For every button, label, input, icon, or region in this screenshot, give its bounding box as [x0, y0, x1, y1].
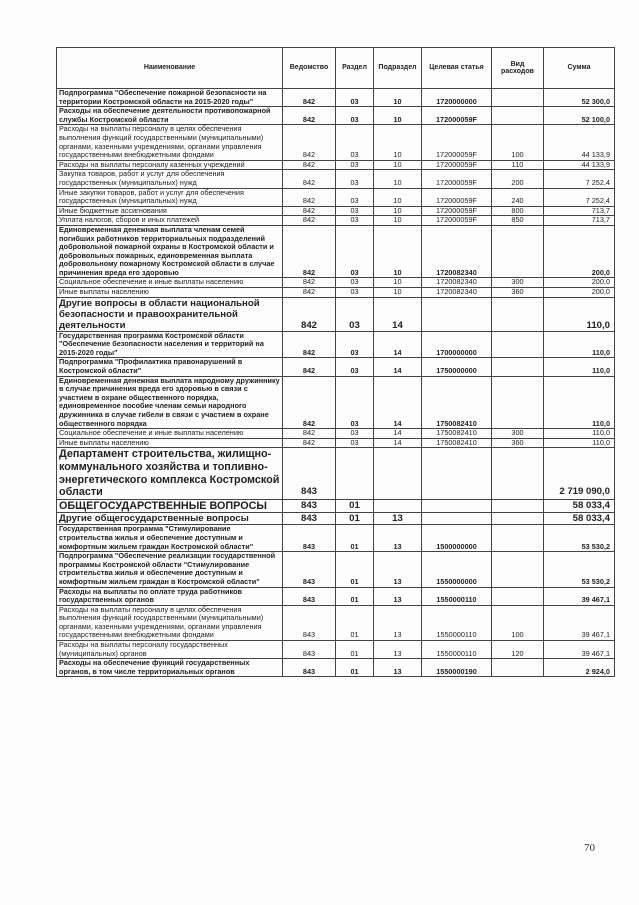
- cell-vedomstvo: 842: [283, 331, 336, 358]
- header-target-article: Целевая статья: [422, 48, 492, 89]
- cell-name: Расходы на выплаты персоналу в целях обеспечения выполнения функций государственными (муниципальными) органами, казенными учреждениями, органами управления государственными внебюджетными фондами: [57, 605, 283, 640]
- cell-sum: 58 033,4: [544, 513, 615, 525]
- cell-target-article: 172000059F: [422, 188, 492, 206]
- cell-sum: 39 467,1: [544, 641, 615, 659]
- cell-podrazdel: 14: [374, 376, 422, 429]
- cell-podrazdel: [374, 499, 422, 513]
- table-row: [57, 331, 615, 358]
- cell-sum: 52 100,0: [544, 107, 615, 125]
- table-row: [57, 429, 615, 439]
- cell-expense-type: [492, 552, 544, 587]
- cell-razdel: 03: [336, 160, 374, 170]
- cell-expense-type: 360: [492, 438, 544, 448]
- cell-expense-type: 360: [492, 288, 544, 298]
- header-sum: Сумма: [544, 48, 615, 89]
- cell-vedomstvo: 842: [283, 216, 336, 226]
- cell-sum: 110,0: [544, 429, 615, 439]
- cell-podrazdel: 10: [374, 278, 422, 288]
- cell-expense-type: [492, 358, 544, 376]
- table-body: [57, 89, 615, 677]
- cell-expense-type: [492, 297, 544, 331]
- cell-sum: 713,7: [544, 206, 615, 216]
- cell-sum: 200,0: [544, 225, 615, 278]
- cell-razdel: 03: [336, 206, 374, 216]
- cell-razdel: 03: [336, 188, 374, 206]
- cell-name: Подпрограмма "Профилактика правонарушений в Костромской области": [57, 358, 283, 376]
- cell-podrazdel: 14: [374, 358, 422, 376]
- cell-razdel: 03: [336, 225, 374, 278]
- cell-sum: 2 719 090,0: [544, 448, 615, 499]
- table-row: [57, 641, 615, 659]
- cell-podrazdel: 13: [374, 659, 422, 677]
- cell-podrazdel: 13: [374, 587, 422, 605]
- cell-sum: 7 252,4: [544, 188, 615, 206]
- cell-razdel: [336, 448, 374, 499]
- cell-name: Другие общегосударственные вопросы: [57, 513, 283, 525]
- cell-expense-type: [492, 89, 544, 107]
- cell-razdel: 03: [336, 170, 374, 188]
- cell-podrazdel: 10: [374, 160, 422, 170]
- cell-expense-type: 120: [492, 641, 544, 659]
- cell-vedomstvo: 842: [283, 376, 336, 429]
- header-vedomstvo: Ведомство: [283, 48, 336, 89]
- cell-sum: 110,0: [544, 438, 615, 448]
- table-header-row: [57, 48, 615, 89]
- cell-razdel: 01: [336, 525, 374, 552]
- cell-name: Расходы на выплаты персоналу государственных (муниципальных) органов: [57, 641, 283, 659]
- cell-podrazdel: 13: [374, 605, 422, 640]
- cell-name: Единовременная денежная выплата народному дружиннику в случае причинения вреда его здоровью в связи с участием в охране общественного порядка, единовременное пособие членам семьи народного дружинника в случае гибели в связи с участием в охране общественного порядка: [57, 376, 283, 429]
- cell-target-article: 172000059F: [422, 216, 492, 226]
- cell-expense-type: 300: [492, 429, 544, 439]
- cell-razdel: 03: [336, 331, 374, 358]
- cell-podrazdel: [374, 448, 422, 499]
- cell-target-article: 1750082410: [422, 438, 492, 448]
- cell-podrazdel: 13: [374, 525, 422, 552]
- cell-expense-type: [492, 448, 544, 499]
- cell-vedomstvo: 843: [283, 587, 336, 605]
- cell-name: Подпрограмма "Обеспечение реализации государственной программы Костромской области "Стимулирование строительства жилья и обеспечение доступным и комфортным жильем граждан в Костромской области": [57, 552, 283, 587]
- table-row: [57, 125, 615, 160]
- cell-vedomstvo: 842: [283, 206, 336, 216]
- cell-target-article: [422, 499, 492, 513]
- cell-razdel: 03: [336, 358, 374, 376]
- cell-target-article: 1550000000: [422, 552, 492, 587]
- cell-expense-type: [492, 499, 544, 513]
- table-row: [57, 107, 615, 125]
- cell-target-article: [422, 448, 492, 499]
- table-row: [57, 438, 615, 448]
- cell-podrazdel: 10: [374, 206, 422, 216]
- cell-podrazdel: 10: [374, 125, 422, 160]
- cell-target-article: 172000059F: [422, 107, 492, 125]
- header-name: Наименование: [57, 48, 283, 89]
- cell-target-article: 1750082410: [422, 429, 492, 439]
- cell-name: Уплата налогов, сборов и иных платежей: [57, 216, 283, 226]
- cell-expense-type: 800: [492, 206, 544, 216]
- cell-sum: 44 133,9: [544, 125, 615, 160]
- cell-name: Государственная программа "Стимулирование строительства жилья и обеспечение доступным и комфортным жильем граждан Костромской области": [57, 525, 283, 552]
- cell-razdel: 03: [336, 89, 374, 107]
- cell-name: Расходы на выплаты по оплате труда работников государственных органов: [57, 587, 283, 605]
- table-row: [57, 89, 615, 107]
- cell-vedomstvo: 842: [283, 429, 336, 439]
- cell-podrazdel: 10: [374, 216, 422, 226]
- table-row: [57, 288, 615, 298]
- cell-sum: 713,7: [544, 216, 615, 226]
- cell-target-article: 1550000110: [422, 605, 492, 640]
- cell-sum: 110,0: [544, 331, 615, 358]
- cell-podrazdel: 10: [374, 288, 422, 298]
- cell-name: Государственная программа Костромской области "Обеспечение безопасности населения и территорий на 2015-2020 годы": [57, 331, 283, 358]
- cell-name: Закупка товаров, работ и услуг для обеспечения государственных (муниципальных) нужд: [57, 170, 283, 188]
- cell-name: Расходы на выплаты персоналу казенных учреждений: [57, 160, 283, 170]
- cell-name: Иные выплаты населению: [57, 438, 283, 448]
- cell-vedomstvo: 843: [283, 605, 336, 640]
- cell-vedomstvo: 842: [283, 188, 336, 206]
- cell-razdel: 01: [336, 605, 374, 640]
- header-podrazdel: Подраздел: [374, 48, 422, 89]
- cell-target-article: 1750082410: [422, 376, 492, 429]
- table-row: [57, 160, 615, 170]
- cell-expense-type: 240: [492, 188, 544, 206]
- cell-name: Единовременная денежная выплата членам семей погибших работников территориальных подразделений добровольной пожарной охраны в Костромской области и добровольных пожарных, единовременная выплата добровольному пожарному Костромской области в случае причинения вреда его здоровью: [57, 225, 283, 278]
- table-row: [57, 206, 615, 216]
- cell-name: Расходы на выплаты персоналу в целях обеспечения выполнения функций государственными (муниципальными) органами, казенными учреждениями, органами управления государственными внебюджетными фондами: [57, 125, 283, 160]
- cell-sum: 39 467,1: [544, 605, 615, 640]
- cell-target-article: 1700000000: [422, 331, 492, 358]
- cell-podrazdel: 10: [374, 225, 422, 278]
- cell-vedomstvo: 843: [283, 641, 336, 659]
- cell-name: Иные закупки товаров, работ и услуг для обеспечения государственных (муниципальных) нужд: [57, 188, 283, 206]
- cell-target-article: 1720082340: [422, 278, 492, 288]
- cell-razdel: 01: [336, 513, 374, 525]
- cell-name: Расходы на обеспечение функций государственных органов, в том числе территориальных органов: [57, 659, 283, 677]
- cell-razdel: 03: [336, 107, 374, 125]
- cell-expense-type: [492, 513, 544, 525]
- cell-razdel: 03: [336, 288, 374, 298]
- cell-podrazdel: 13: [374, 552, 422, 587]
- cell-razdel: 03: [336, 278, 374, 288]
- cell-vedomstvo: 843: [283, 552, 336, 587]
- cell-vedomstvo: 842: [283, 288, 336, 298]
- cell-sum: 39 467,1: [544, 587, 615, 605]
- cell-razdel: 01: [336, 587, 374, 605]
- cell-podrazdel: 10: [374, 89, 422, 107]
- cell-vedomstvo: 843: [283, 525, 336, 552]
- cell-target-article: 1550000110: [422, 641, 492, 659]
- budget-table: [56, 47, 615, 677]
- cell-razdel: 03: [336, 429, 374, 439]
- cell-razdel: 03: [336, 125, 374, 160]
- cell-target-article: 1750000000: [422, 358, 492, 376]
- cell-sum: 53 530,2: [544, 525, 615, 552]
- cell-podrazdel: 10: [374, 170, 422, 188]
- cell-target-article: 1550000110: [422, 587, 492, 605]
- cell-expense-type: 110: [492, 160, 544, 170]
- cell-vedomstvo: 843: [283, 513, 336, 525]
- cell-sum: 52 300,0: [544, 89, 615, 107]
- cell-sum: 110,0: [544, 358, 615, 376]
- table-row: [57, 278, 615, 288]
- cell-expense-type: 100: [492, 605, 544, 640]
- cell-vedomstvo: 842: [283, 125, 336, 160]
- header-expense-type: Вид расходов: [492, 48, 544, 89]
- cell-sum: 200,0: [544, 288, 615, 298]
- cell-sum: 53 530,2: [544, 552, 615, 587]
- cell-name: Расходы на обеспечение деятельности противопожарной службы Костромской области: [57, 107, 283, 125]
- cell-target-article: [422, 513, 492, 525]
- cell-sum: 110,0: [544, 297, 615, 331]
- cell-name: Социальное обеспечение и иные выплаты населению: [57, 278, 283, 288]
- cell-target-article: 172000059F: [422, 125, 492, 160]
- table-row: [57, 376, 615, 429]
- table-row: [57, 659, 615, 677]
- table-row: [57, 605, 615, 640]
- cell-name: Подпрограмма "Обеспечение пожарной безопасности на территории Костромской области на 2015-2020 годы": [57, 89, 283, 107]
- cell-podrazdel: 13: [374, 513, 422, 525]
- cell-target-article: 172000059F: [422, 170, 492, 188]
- cell-razdel: 03: [336, 376, 374, 429]
- cell-target-article: 1550000190: [422, 659, 492, 677]
- cell-target-article: 1720000000: [422, 89, 492, 107]
- cell-vedomstvo: 842: [283, 160, 336, 170]
- cell-vedomstvo: 843: [283, 659, 336, 677]
- cell-podrazdel: 14: [374, 331, 422, 358]
- cell-target-article: 1500000000: [422, 525, 492, 552]
- cell-razdel: 01: [336, 659, 374, 677]
- table-row: [57, 587, 615, 605]
- cell-vedomstvo: 842: [283, 170, 336, 188]
- table-row: [57, 188, 615, 206]
- cell-expense-type: [492, 587, 544, 605]
- cell-podrazdel: 10: [374, 188, 422, 206]
- cell-podrazdel: 10: [374, 107, 422, 125]
- cell-vedomstvo: 842: [283, 358, 336, 376]
- table-row: [57, 448, 615, 499]
- cell-name: Департамент строительства, жилищно-коммунального хозяйства и топливно-энергетического комплекса Костромской области: [57, 448, 283, 499]
- table-row: [57, 225, 615, 278]
- cell-vedomstvo: 842: [283, 225, 336, 278]
- cell-razdel: 03: [336, 438, 374, 448]
- table-row: [57, 499, 615, 513]
- cell-name: Социальное обеспечение и иные выплаты населению: [57, 429, 283, 439]
- table-row: [57, 216, 615, 226]
- cell-podrazdel: 13: [374, 641, 422, 659]
- cell-expense-type: [492, 107, 544, 125]
- cell-sum: 44 133,9: [544, 160, 615, 170]
- cell-vedomstvo: 842: [283, 89, 336, 107]
- cell-expense-type: 300: [492, 278, 544, 288]
- cell-target-article: 172000059F: [422, 206, 492, 216]
- table-row: [57, 525, 615, 552]
- cell-razdel: 03: [336, 216, 374, 226]
- cell-expense-type: 850: [492, 216, 544, 226]
- table-row: [57, 513, 615, 525]
- cell-sum: 58 033,4: [544, 499, 615, 513]
- cell-vedomstvo: 842: [283, 278, 336, 288]
- cell-vedomstvo: 842: [283, 297, 336, 331]
- cell-vedomstvo: 842: [283, 438, 336, 448]
- cell-razdel: 01: [336, 641, 374, 659]
- cell-razdel: 01: [336, 499, 374, 513]
- cell-expense-type: [492, 225, 544, 278]
- cell-target-article: [422, 297, 492, 331]
- cell-name: ОБЩЕГОСУДАРСТВЕННЫЕ ВОПРОСЫ: [57, 499, 283, 513]
- cell-expense-type: [492, 331, 544, 358]
- table-row: [57, 358, 615, 376]
- cell-vedomstvo: 842: [283, 107, 336, 125]
- cell-podrazdel: 14: [374, 429, 422, 439]
- header-razdel: Раздел: [336, 48, 374, 89]
- cell-name: Иные выплаты населению: [57, 288, 283, 298]
- cell-vedomstvo: 843: [283, 499, 336, 513]
- cell-sum: 200,0: [544, 278, 615, 288]
- cell-podrazdel: 14: [374, 438, 422, 448]
- cell-name: Иные бюджетные ассигнования: [57, 206, 283, 216]
- cell-expense-type: [492, 659, 544, 677]
- cell-vedomstvo: 843: [283, 448, 336, 499]
- cell-razdel: 01: [336, 552, 374, 587]
- cell-expense-type: 100: [492, 125, 544, 160]
- cell-target-article: 172000059F: [422, 160, 492, 170]
- cell-target-article: 1720082340: [422, 288, 492, 298]
- table-row: [57, 552, 615, 587]
- cell-expense-type: [492, 376, 544, 429]
- table-row: [57, 297, 615, 331]
- cell-target-article: 1720082340: [422, 225, 492, 278]
- cell-expense-type: [492, 525, 544, 552]
- cell-sum: 7 252,4: [544, 170, 615, 188]
- cell-sum: 2 924,0: [544, 659, 615, 677]
- page-number: 70: [584, 842, 595, 854]
- cell-expense-type: 200: [492, 170, 544, 188]
- table-row: [57, 170, 615, 188]
- cell-podrazdel: 14: [374, 297, 422, 331]
- cell-razdel: 03: [336, 297, 374, 331]
- cell-name: Другие вопросы в области национальной безопасности и правоохранительной деятельности: [57, 297, 283, 331]
- cell-sum: 110,0: [544, 376, 615, 429]
